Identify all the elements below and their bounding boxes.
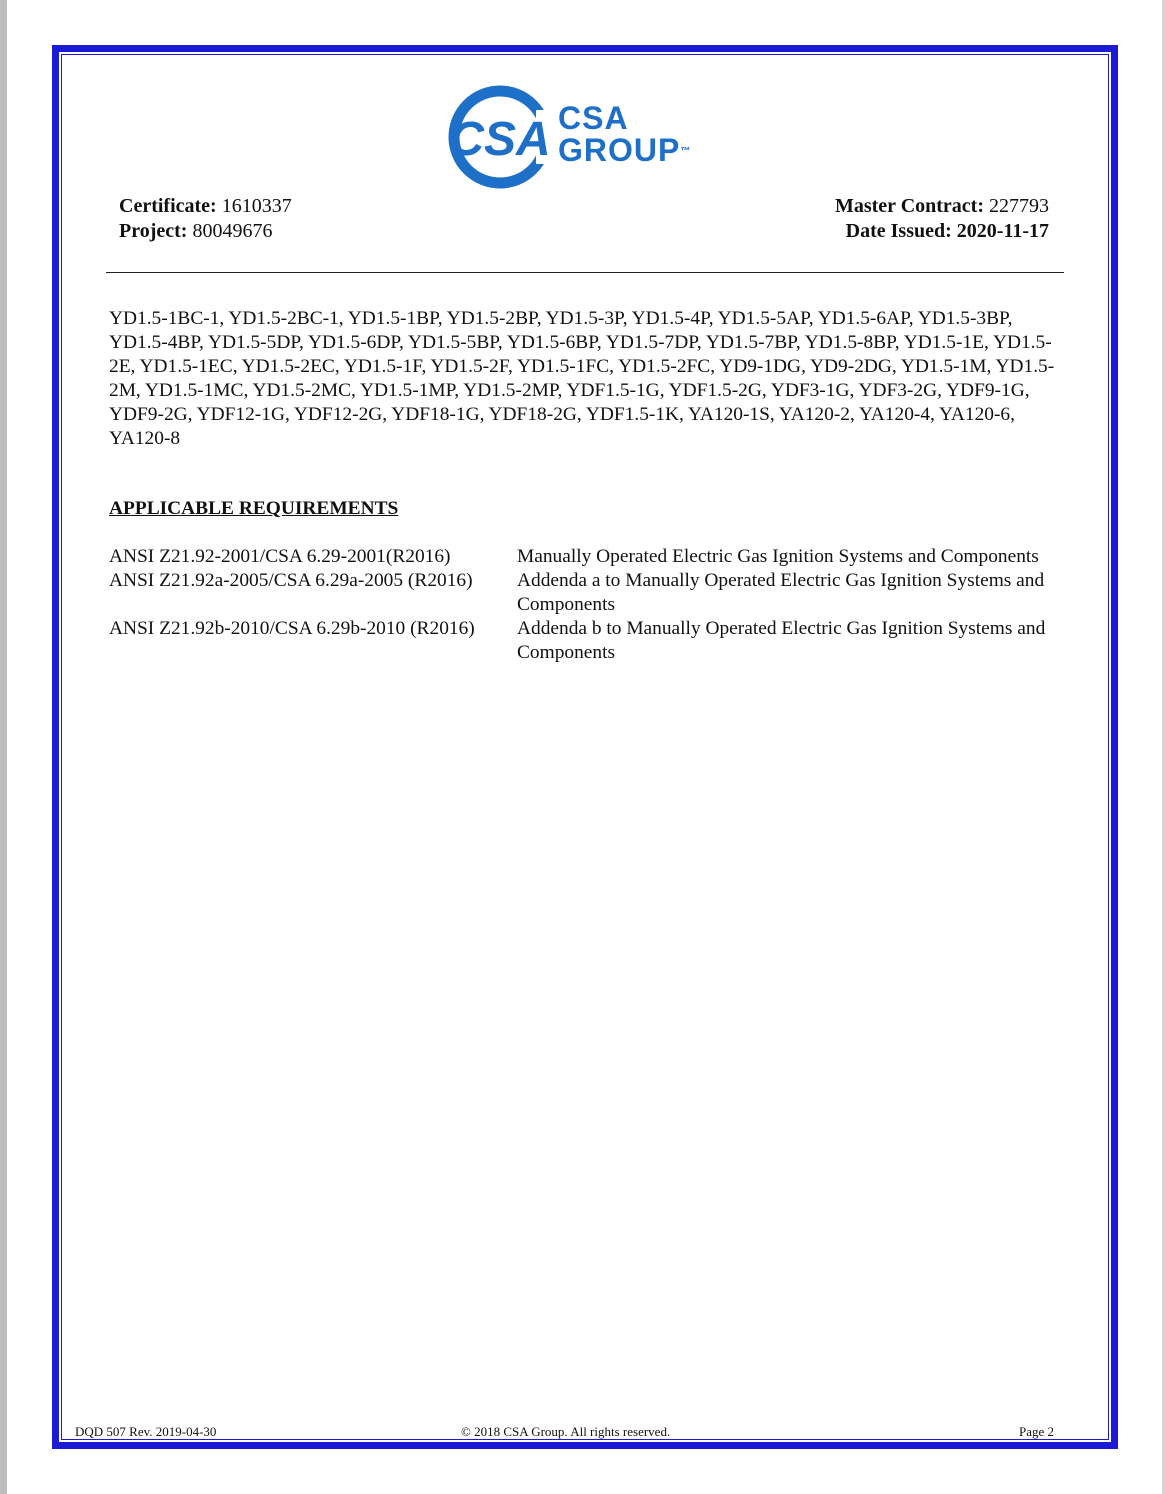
- project-label: Project:: [119, 220, 188, 242]
- header-divider: [106, 272, 1064, 273]
- project-value: 80049676: [192, 220, 273, 242]
- footer-page-number: Page 2: [1019, 1424, 1055, 1439]
- requirement-standard: ANSI Z21.92b-2010/CSA 6.29b-2010 (R2016): [109, 618, 475, 639]
- footer-copyright: © 2018 CSA Group. All rights reserved.: [461, 1424, 671, 1439]
- header-right-block: [835, 194, 1049, 244]
- logo-group-text: GROUP: [558, 132, 681, 168]
- date-issued-line: [835, 219, 1049, 244]
- applicable-requirements-heading: APPLICABLE REQUIREMENTS: [109, 498, 399, 519]
- logo-line-group: [558, 134, 690, 166]
- requirement-description: Addenda b to Manually Operated Electric Gas Ignition Systems and Components: [517, 618, 1046, 663]
- csa-group-logo: [448, 80, 728, 194]
- requirement-description: Manually Operated Electric Gas Ignition Systems and Components: [517, 546, 1039, 567]
- page-border-inner: [61, 54, 1109, 1440]
- requirement-row: [109, 545, 1064, 569]
- requirement-row: [109, 569, 1064, 617]
- viewer-left-edge: [0, 0, 7, 1494]
- master-contract-label: Master Contract:: [834, 195, 984, 217]
- csa-logo-icon: [448, 80, 558, 194]
- project-line: [119, 219, 292, 244]
- trademark-symbol: ™: [680, 146, 691, 157]
- certificate-line: [119, 194, 292, 219]
- csa-mark-letters: CSA: [449, 113, 551, 166]
- logo-line-csa: CSA: [558, 100, 629, 136]
- requirement-standard: ANSI Z21.92a-2005/CSA 6.29a-2005 (R2016): [109, 570, 473, 591]
- certificate-value: 1610337: [221, 195, 292, 217]
- model-list: YD1.5-1BC-1, YD1.5-2BC-1, YD1.5-1BP, YD1.5-2BP, YD1.5-3P, YD1.5-4P, YD1.5-5AP, YD1.5-6AP, YD1.5-3BP, YD1.5-4BP, YD1.5-5DP, YD1.5-6DP, YD1.5-5BP, YD1.5-6BP, YD1.5-7DP, YD1.5-7BP, YD1.5-8BP, YD1.5-1E, YD1.5-2E, YD1.5-1EC, YD1.5-2EC, YD1.5-1F, YD1.5-2F, YD1.5-1FC, YD1.5-2FC, YD9-1DG, YD9-2DG, YD1.5-1M, YD1.5-2M, YD1.5-1MC, YD1.5-2MC, YD1.5-1MP, YD1.5-2MP, YDF1.5-1G, YDF1.5-2G, YDF3-1G, YDF3-2G, YDF9-1G, YDF9-2G, YDF12-1G, YDF12-2G, YDF18-1G, YDF18-2G, YDF1.5-1K, YA120-1S, YA120-2, YA120-4, YA120-6, YA120-8: [109, 308, 1055, 449]
- certificate-label: Certificate:: [119, 195, 217, 217]
- requirement-standard: ANSI Z21.92-2001/CSA 6.29-2001(R2016): [109, 546, 451, 567]
- footer-form-number: DQD 507 Rev. 2019-04-30: [75, 1424, 217, 1439]
- logo-wordmark: [558, 102, 690, 166]
- master-contract-line: [835, 194, 1049, 219]
- header-left-block: [119, 194, 292, 244]
- requirements-table: [109, 545, 1064, 665]
- requirement-row: [109, 617, 1064, 665]
- date-issued-label: Date Issued:: [845, 220, 952, 242]
- date-issued-value: 2020-11-17: [956, 220, 1049, 242]
- master-contract-value: 227793: [989, 195, 1049, 217]
- requirement-description: Addenda a to Manually Operated Electric Gas Ignition Systems and Components: [517, 570, 1045, 615]
